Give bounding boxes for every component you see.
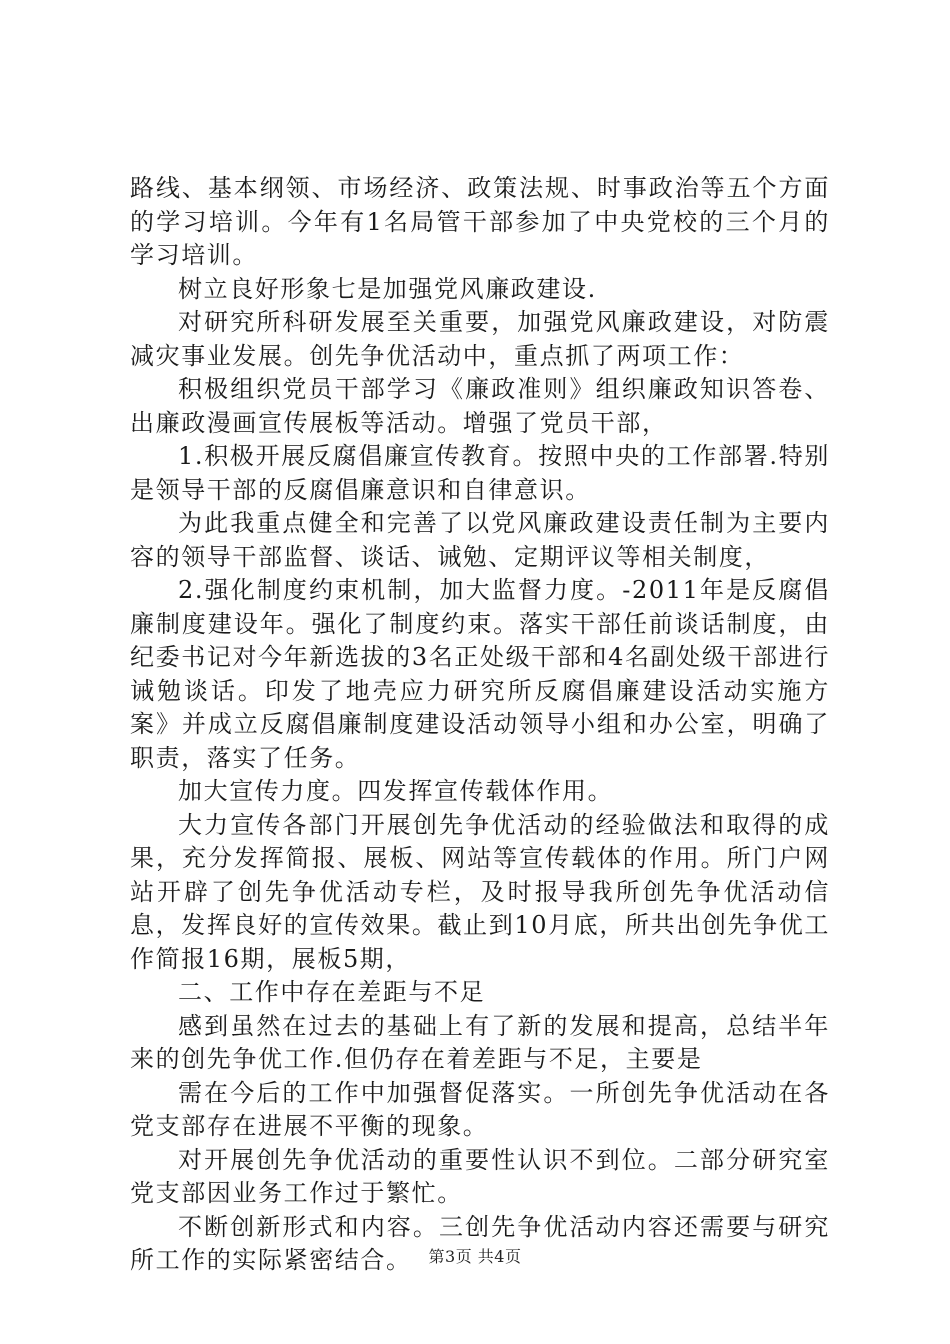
paragraph: 2.强化制度约束机制，加大监督力度。-2011年是反腐倡廉制度建设年。强化了制度约束。落实干部任前谈话制度，由纪委书记对今年新选拔的3名正处级干部和4名副处级干部进行诫勉谈话。印发了地壳应力研究所反腐倡廉建设活动实施方案》并成立反腐倡廉制度建设活动领导小组和办公室，明确了职责，落实了任务。 <box>130 576 830 772</box>
paragraph: 对开展创先争优活动的重要性认识不到位。二部分研究室党支部因业务工作过于繁忙。 <box>130 1145 830 1207</box>
document-body <box>130 172 830 1278</box>
section-heading: 二、工作中存在差距与不足 <box>178 978 486 1006</box>
paragraph: 大力宣传各部门开展创先争优活动的经验做法和取得的成果，充分发挥简报、展板、网站等宣传载体的作用。所门户网站开辟了创先争优活动专栏，及时报导我所创先争优活动信息，发挥良好的宣传效果。截止到10月底，所共出创先争优工作简报16期，展板5期， <box>130 810 830 973</box>
paragraph: 积极组织党员干部学习《廉政准则》组织廉政知识答卷、出廉政漫画宣传展板等活动。增强了党员干部， <box>130 375 830 437</box>
paragraph: 不断创新形式和内容。三创先争优活动内容还需要与研究所工作的实际紧密结合。 <box>130 1212 830 1274</box>
paragraph: 为此我重点健全和完善了以党风廉政建设责任制为主要内容的领导干部监督、谈话、诫勉、定期评议等相关制度， <box>130 509 830 571</box>
page-number-footer: 第3页 共4页 <box>428 1247 522 1266</box>
paragraph: 对研究所科研发展至关重要，加强党风廉政建设，对防震减灾事业发展。创先争优活动中，重点抓了两项工作： <box>130 308 830 370</box>
paragraph: 感到虽然在过去的基础上有了新的发展和提高，总结半年来的创先争优工作.但仍存在着差距与不足，主要是 <box>130 1011 830 1073</box>
paragraph: 1.积极开展反腐倡廉宣传教育。按照中央的工作部署.特别是领导干部的反腐倡廉意识和自律意识。 <box>130 442 830 504</box>
paragraph: 加大宣传力度。四发挥宣传载体作用。 <box>178 777 614 805</box>
paragraph: 需在今后的工作中加强督促落实。一所创先争优活动在各党支部存在进展不平衡的现象。 <box>130 1078 830 1140</box>
paragraph-continuation: 路线、基本纲领、市场经济、政策法规、时事政治等五个方面的学习培训。今年有1名局管干部参加了中央党校的三个月的学习培训。 <box>130 174 830 269</box>
paragraph: 树立良好形象七是加强党风廉政建设. <box>178 274 597 303</box>
